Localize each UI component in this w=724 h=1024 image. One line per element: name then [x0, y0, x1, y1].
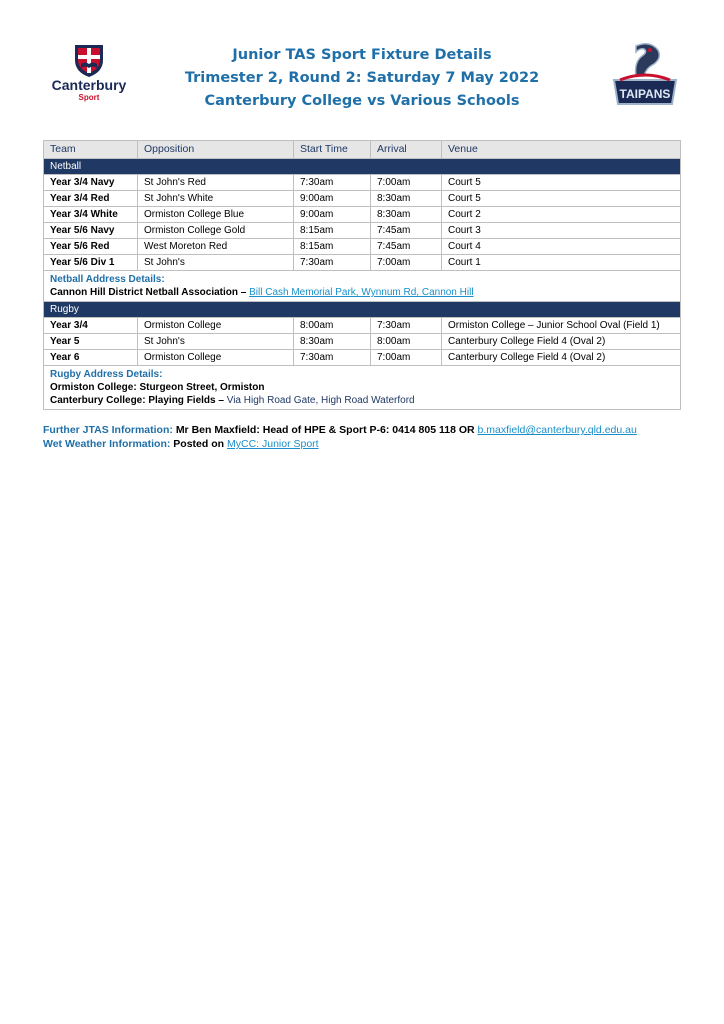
section-label-netball: Netball — [44, 159, 681, 175]
cell-arrival: 8:30am — [371, 207, 442, 223]
cell-arrival: 8:00am — [371, 334, 442, 350]
page-subtitle-matchup: Canterbury College vs Various Schools — [204, 93, 520, 109]
jtas-info-line — [43, 423, 683, 437]
cell-start-time: 8:15am — [294, 239, 371, 255]
rugby-address-line2 — [50, 394, 674, 407]
cell-venue: Ormiston College – Junior School Oval (Field 1) — [442, 318, 681, 334]
cell-arrival: 7:45am — [371, 223, 442, 239]
cell-venue: Canterbury College Field 4 (Oval 2) — [442, 334, 681, 350]
cell-opposition: St John's — [138, 334, 294, 350]
netball-address-line — [50, 286, 674, 299]
cell-venue: Court 4 — [442, 239, 681, 255]
cell-team: Year 3/4 Navy — [44, 175, 138, 191]
netball-address-row — [44, 271, 681, 302]
table-header-row — [44, 141, 681, 159]
cell-opposition: Ormiston College — [138, 350, 294, 366]
cell-venue: Court 3 — [442, 223, 681, 239]
cell-team: Year 3/4 Red — [44, 191, 138, 207]
wet-weather-value: Posted on — [173, 438, 225, 450]
jtas-info-contact: Mr Ben Maxfield: Head of HPE & Sport P-6: 0414 805 118 OR — [175, 424, 475, 436]
netball-address-link[interactable]: Bill Cash Memorial Park, Wynnum Rd, Cannon Hill — [249, 287, 474, 298]
column-header-venue: Venue — [442, 141, 681, 159]
wet-weather-label: Wet Weather Information: — [43, 438, 171, 450]
netball-address-details — [44, 271, 681, 302]
table-row — [44, 175, 681, 191]
rugby-address-line2-venue: Canterbury College: Playing Fields – — [50, 395, 224, 406]
table-row — [44, 255, 681, 271]
cell-start-time: 7:30am — [294, 175, 371, 191]
cell-opposition: St John's Red — [138, 175, 294, 191]
netball-address-label: Netball Address Details: — [50, 274, 165, 285]
rugby-address-row — [44, 366, 681, 410]
cell-arrival: 7:00am — [371, 350, 442, 366]
title-block — [150, 44, 574, 113]
cell-venue: Court 1 — [442, 255, 681, 271]
cell-start-time: 9:00am — [294, 191, 371, 207]
cell-opposition: Ormiston College Gold — [138, 223, 294, 239]
cell-venue: Court 5 — [442, 191, 681, 207]
cell-opposition: St John's White — [138, 191, 294, 207]
cell-start-time: 8:15am — [294, 223, 371, 239]
footer-info — [43, 423, 683, 451]
section-label-rugby: Rugby — [44, 302, 681, 318]
column-header-opposition: Opposition — [138, 141, 294, 159]
page-header — [0, 0, 724, 130]
logo-sub-text: Sport — [78, 93, 100, 102]
rugby-address-details — [44, 366, 681, 410]
cell-opposition: Ormiston College — [138, 318, 294, 334]
cell-team: Year 6 — [44, 350, 138, 366]
cell-start-time: 7:30am — [294, 255, 371, 271]
rugby-address-line2-rest: Via High Road Gate, High Road Waterford — [226, 395, 415, 406]
contact-email-link[interactable]: b.maxfield@canterbury.qld.edu.au — [477, 424, 637, 436]
jtas-info-label: Further JTAS Information: — [43, 424, 173, 436]
cell-start-time: 9:00am — [294, 207, 371, 223]
cell-start-time: 8:00am — [294, 318, 371, 334]
table-row — [44, 318, 681, 334]
cell-arrival: 7:45am — [371, 239, 442, 255]
table-row — [44, 350, 681, 366]
cell-team: Year 5/6 Red — [44, 239, 138, 255]
cell-arrival: 7:00am — [371, 255, 442, 271]
canterbury-sport-logo — [44, 42, 134, 122]
netball-address-venue: Cannon Hill District Netball Association – — [50, 287, 247, 298]
crest-icon — [72, 42, 106, 78]
mycc-junior-sport-link[interactable]: MyCC: Junior Sport — [226, 438, 319, 450]
cell-team: Year 5/6 Navy — [44, 223, 138, 239]
cell-venue: Court 5 — [442, 175, 681, 191]
section-row-netball — [44, 159, 681, 175]
rugby-address-label: Rugby Address Details: — [50, 369, 163, 380]
column-header-team: Team — [44, 141, 138, 159]
cell-team: Year 5 — [44, 334, 138, 350]
cell-team: Year 3/4 — [44, 318, 138, 334]
cell-team: Year 5/6 Div 1 — [44, 255, 138, 271]
page-title: Junior TAS Sport Fixture Details — [232, 47, 492, 63]
cell-start-time: 7:30am — [294, 350, 371, 366]
column-header-start-time: Start Time — [294, 141, 371, 159]
logo-brand-text: Canterbury — [51, 77, 127, 93]
taipans-logo-text: TAIPANS — [619, 87, 671, 101]
table-row — [44, 223, 681, 239]
wet-weather-line — [43, 437, 683, 451]
table-row — [44, 207, 681, 223]
cell-opposition: Ormiston College Blue — [138, 207, 294, 223]
cell-arrival: 8:30am — [371, 191, 442, 207]
cell-venue: Court 2 — [442, 207, 681, 223]
page-subtitle-round: Trimester 2, Round 2: Saturday 7 May 2022 — [184, 70, 540, 86]
cell-venue: Canterbury College Field 4 (Oval 2) — [442, 350, 681, 366]
column-header-arrival: Arrival — [371, 141, 442, 159]
section-row-rugby — [44, 302, 681, 318]
cell-team: Year 3/4 White — [44, 207, 138, 223]
table-row — [44, 334, 681, 350]
table-row — [44, 239, 681, 255]
table-row — [44, 191, 681, 207]
cell-opposition: West Moreton Red — [138, 239, 294, 255]
rugby-address-line1: Ormiston College: Sturgeon Street, Ormiston — [50, 382, 265, 393]
cell-arrival: 7:30am — [371, 318, 442, 334]
fixture-table — [43, 140, 681, 410]
cell-start-time: 8:30am — [294, 334, 371, 350]
cell-opposition: St John's — [138, 255, 294, 271]
taipans-logo — [606, 40, 684, 112]
cell-arrival: 7:00am — [371, 175, 442, 191]
